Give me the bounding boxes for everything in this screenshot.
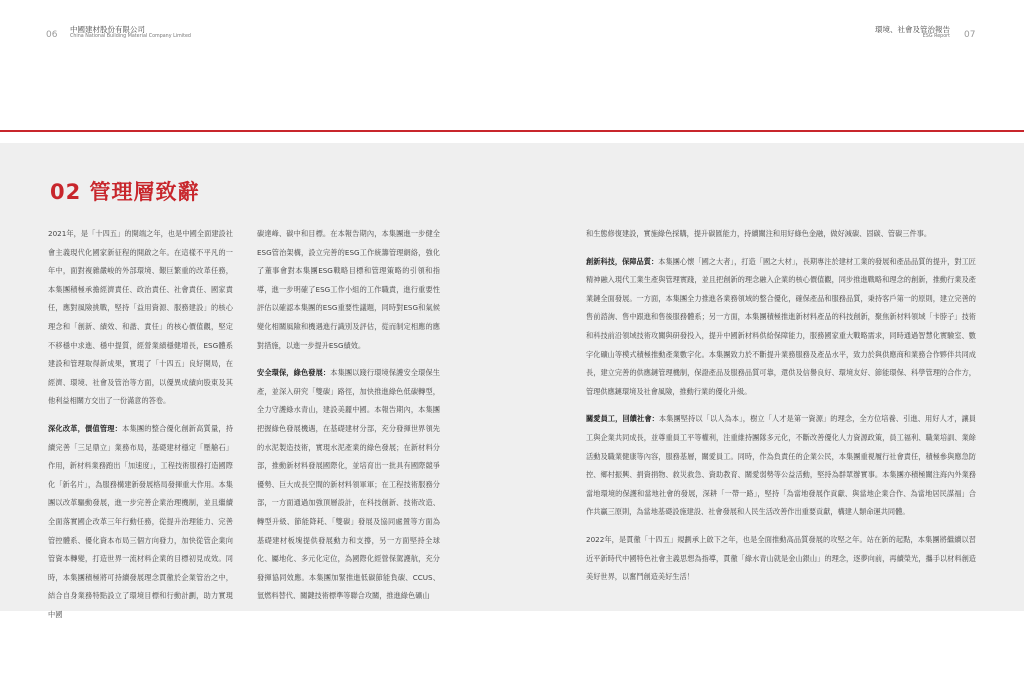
outlook-paragraph: 2022年，是貫徹「十四五」規劃承上啟下之年，也是全面推動高品質發展的攻堅之年。站在新的起點，本集團將繼續以習近平新時代中國特色社會主義思想為指導，貫徹「綠水青山就是金山銀山」的理念，逐夢向前，再續榮光，攜手以材料創造美好世界，以奮鬥創造美好生活！ — [586, 534, 976, 582]
innovation-paragraph — [586, 253, 976, 402]
intro-paragraph: 2021年，是「十四五」的開端之年，也是中國全面建設社會主義現代化國家新征程的開啟之年。在這樣不平凡的一年中，面對複雜嚴峻的外部環境、艱巨繁重的改革任務，本集團積極承擔經濟責任、政治責任、社會責任、國家責任，應對風險挑戰，堅持「益用資源、服務建設」的核心理念和「創新、績效、和諧、責任」的核心價值觀，堅定不移穩中求進、穩中提質，經營業績穩健增長，ESG體系建設和管理取得新成果，實現了「十四五」良好開局，在經濟、環境、社會及管治等方面，以優異成績向股東及其他利益相關方交出了一份滿意的答卷。 — [48, 229, 233, 406]
report-name — [875, 25, 950, 40]
report-name-en: ESG Report — [922, 34, 950, 39]
innovation-text: 本集團心懷「國之大者」，打造「國之大材」，長期專注於建材工業的發展和產品品質的提升，對工匠精神融入現代工業生產與管理實踐，並且把創新的理念融入企業的核心價值觀，同步推進戰略和理念的創新，推動行業及產業鏈全面發展。一方面，本集團全力推進各業務領域的整合優化，確保產品和服務品質，秉持客戶第一的原則，建立完善的售前諮詢、售中跟進和售後服務體系；另一方面，本集團積極推進新材料產品的科技創新，聚焦新材料領域「卡脖子」技術和科技前沿領域技術攻關與研發投入，提升中國新材料供給保障能力，服務國家重大戰略需求，同時通過智慧化實驗室、數字化礦山等模式積極推動產業數字化。本集團致力於不斷提升業務服務及產品水平，致力於與供應商和業務合作夥伴共同成長，建立完善的供應鏈管理機制，保證產品及服務品質可靠，還供及信譽良好、環境友好、節能環保、科學管理的合作方，管理供應鏈環境及社會風險，推動行業的優化升級。 — [586, 256, 976, 396]
page-header — [0, 0, 1024, 120]
company-name-cn: 中國建材股份有限公司 — [70, 25, 145, 34]
text-column-2 — [257, 225, 440, 615]
employee-text: 本集團堅持以「以人為本」，樹立「人才是第一資源」的理念，全方位培養、引進、用好人才，讓員工與企業共同成長，並尊重員工平等權利，注重維持團隊多元化，不斷改善優化人力資源政策，員工福利、職業培訓、業餘活動及職業健康等內容，服務基層，關愛員工。同時，作為負責任的企業公民，本集團重視履行社會責任，積極參與應急防控、鄉村振興、捐資捐物、救災救急、資助教育、關愛弱勢等公益活動，堅持為群眾辦實事。本集團亦積極關注海內外業務當地環境的保護和當地社會的發展，深耕「一帶一路」，堅持「為當地發展作貢獻、與當地企業合作、為當地居民謀福」合作共贏三原則，為當地基礎設施建設、社會發展和人民生活改善作出重要貢獻，構建人類命運共同體。 — [586, 414, 976, 517]
employee-paragraph — [586, 410, 976, 522]
header-divider — [0, 130, 1024, 132]
governance-paragraph: 碳達峰、碳中和目標。在本報告期內，本集團進一步健全ESG管治架構，設立完善的ESG工作統籌管理網絡，強化了董事會對本集團ESG戰略目標和管理策略的引領和指導，進一步明確了ESG工作小組的工作職責，進行重要性評估以確認本集團的ESG重要性議題，同時對ESG和氣候變化相關風險和機遇進行識別及評估，從而制定相應的應對措施，以進一步提升ESG績效。 — [257, 229, 440, 350]
company-name — [70, 25, 191, 40]
text-column-1 — [48, 225, 233, 633]
reform-text: 本集團的整合優化創新高質量，持續完善「三足鼎立」業務布局，基礎建材穩定「壓艙石」作用，新材料業務跑出「加速度」，工程技術服務打造國際化「新名片」，為服務構建新發展格局發揮重大作用。本集團以改革驅動發展，進一步完善企業治理機制，並且繼續全面落實國企改革三年行動任務，從提升治理能力、完善管控體系、優化資本布局三個方向發力，加快從管企業向管資本轉變，打造世界一流材料企業的目標初見成效。同時，本集團積極將可持續發展理念貫徹於企業管治之中，結合自身業務特點設立了環境目標和行動計劃，助力實現中國 — [48, 423, 233, 619]
reform-heading: 深化改革，價值管理： — [48, 423, 123, 433]
green-text: 本集團以踐行環境保護安全環保生產，並深入研究「雙碳」路徑，加快推進綠色低碳轉型，全力守護綠水青山，建設美麗中國。本報告期內，本集團把握綠色發展機遇，在基礎建材分部，充分發揮世界領先的水泥製造技術，實現水泥產業的綠色發展；在新材料分部，推動新材料發展國際化，並培育出一批具有國際競爭優勢、巨大成長空間的新材料領軍軍；在工程技術服務分部，一方面通過加強頂層設計，在科技創新、技術改造、轉型升級、節能降耗、「雙碳」發展及協同處置等方面為基礎建材板塊提供發展動力和支撐，另一方面堅持全球化、屬地化、多元化定位，為國際化經營保駕護航，充分發揮協同效應。本集團加緊推進低碳節能負碳、CCUS、氫燃料替代、關鍵技術標準等聯合攻關，推進綠色礦山 — [257, 368, 440, 601]
innovation-heading: 創新科技，保障品質： — [586, 256, 659, 266]
report-name-cn: 環境、社會及管治報告 — [875, 25, 950, 34]
employee-heading: 關愛員工，回饋社會： — [586, 414, 659, 424]
green-paragraph — [257, 364, 440, 606]
company-name-en: China National Building Material Company Limited — [70, 34, 191, 39]
reform-paragraph — [48, 420, 233, 625]
right-page-number: 07 — [964, 30, 976, 40]
section-title: 02 管理層致辭 — [50, 180, 200, 204]
green-heading: 安全環保，綠色發展： — [257, 368, 331, 378]
text-column-3 — [586, 225, 976, 596]
green-continued-paragraph: 和生態修復建設，實施綠色採購，提升碳匯能力，持續關注和用好綠色金融，做好減碳、固碳、管碳三件事。 — [586, 229, 932, 238]
left-page-number: 06 — [46, 30, 58, 40]
